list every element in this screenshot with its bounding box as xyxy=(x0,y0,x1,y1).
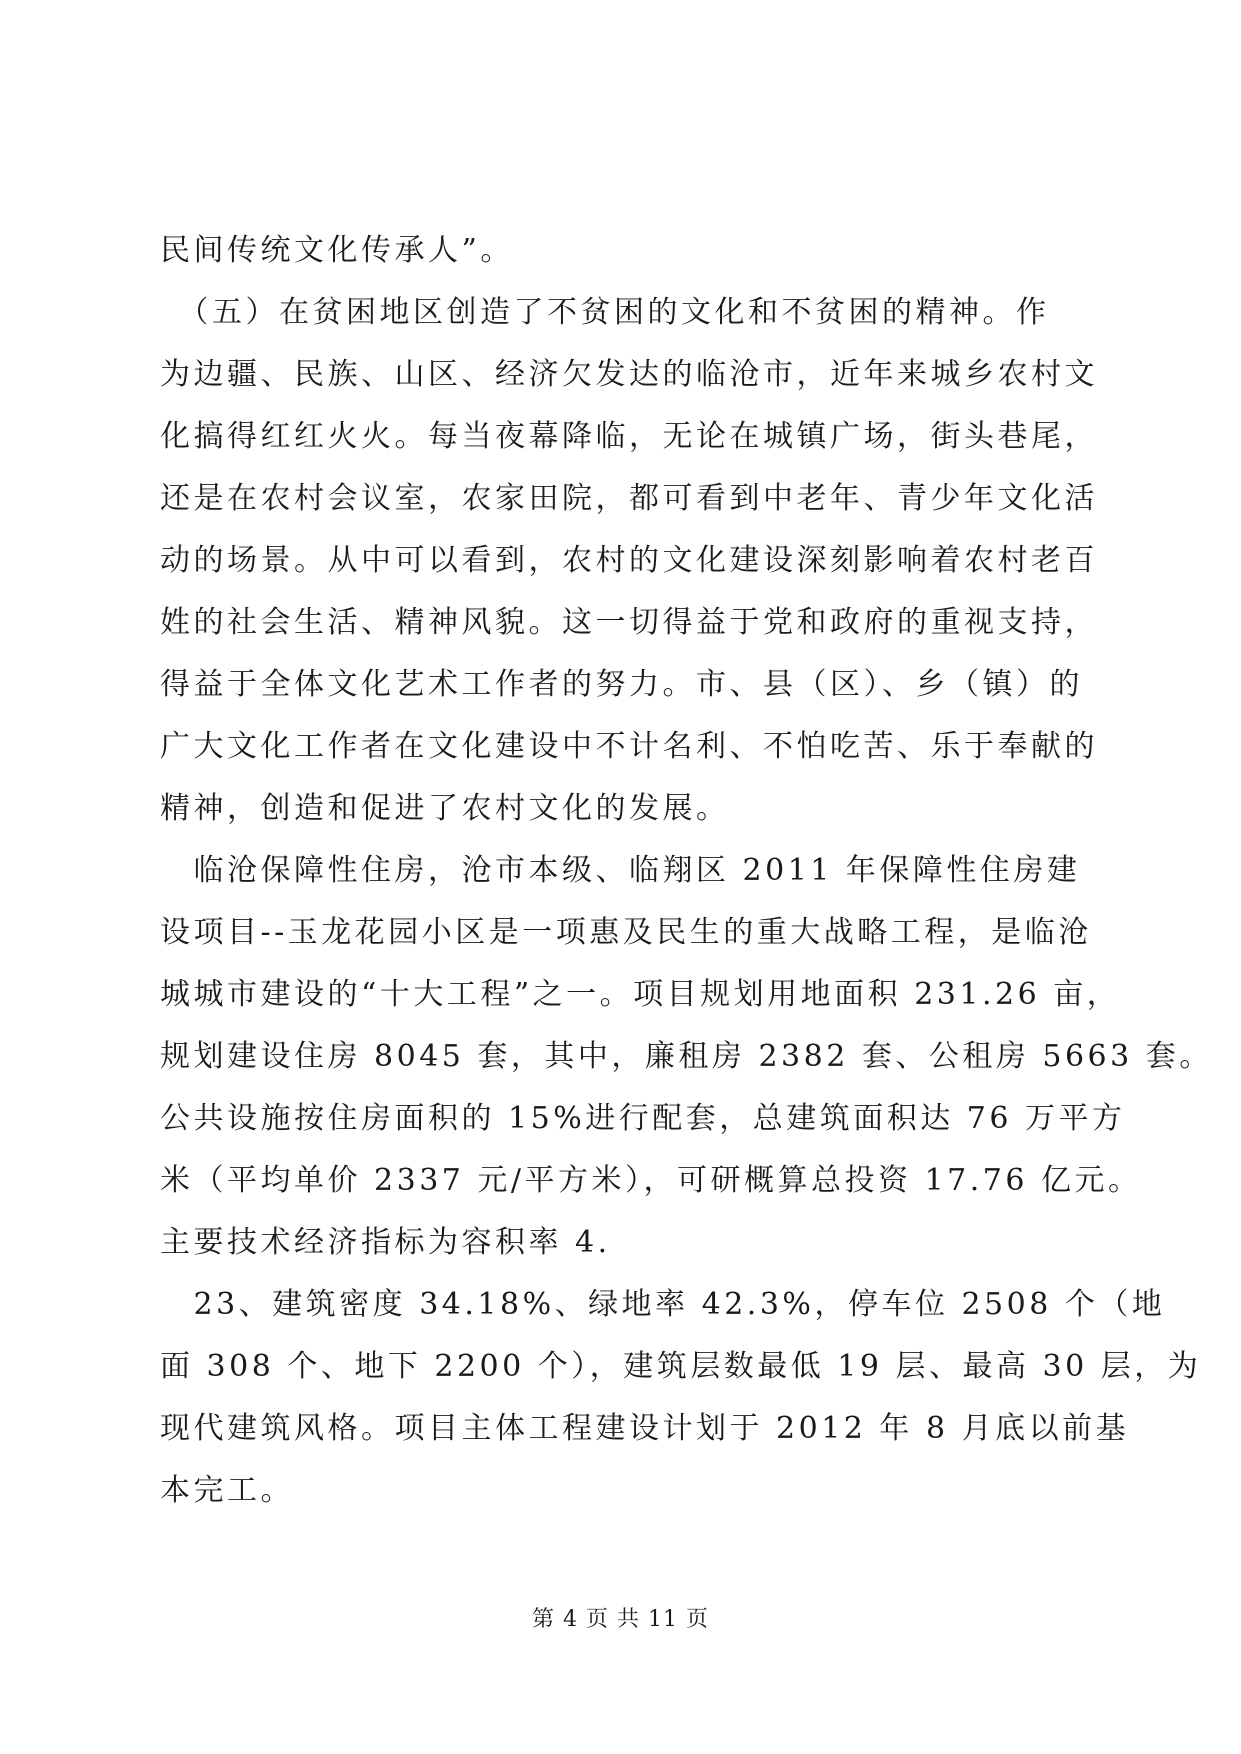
text-line: 广大文化工作者在文化建设中不计名利、不怕吃苦、乐于奉献的 xyxy=(160,729,1098,764)
text-line: 化搞得红红火火。每当夜幕降临，无论在城镇广场，街头巷尾， xyxy=(160,419,1098,454)
text-line: 设项目--玉龙花园小区是一项惠及民生的重大战略工程，是临沧 xyxy=(160,915,1092,950)
text-line: 得益于全体文化艺术工作者的努力。市、县（区）、乡（镇）的 xyxy=(160,667,1083,702)
text-line: 公共设施按住房面积的 15%进行配套，总建筑面积达 76 万平方 xyxy=(160,1101,1126,1136)
text-line: 主要技术经济指标为容积率 4. xyxy=(160,1225,611,1260)
text-line: 规划建设住房 8045 套，其中，廉租房 2382 套、公租房 5663 套。 xyxy=(160,1039,1213,1074)
text-line: 为边疆、民族、山区、经济欠发达的临沧市，近年来城乡农村文 xyxy=(160,357,1098,392)
text-line: 本完工。 xyxy=(160,1473,294,1508)
text-line: 23、建筑密度 34.18%、绿地率 42.3%，停车位 2508 个（地 xyxy=(160,1287,1166,1322)
text-line: 面 308 个、地下 2200 个），建筑层数最低 19 层、最高 30 层，为 xyxy=(160,1349,1202,1384)
text-line: 城城市建设的“十大工程”之一。项目规划用地面积 231.26 亩， xyxy=(160,977,1121,1012)
text-line: 精神，创造和促进了农村文化的发展。 xyxy=(160,791,730,826)
body-text xyxy=(160,220,1213,1522)
text-line: 姓的社会生活、精神风貌。这一切得益于党和政府的重视支持， xyxy=(160,605,1098,640)
text-line: 还是在农村会议室，农家田院，都可看到中老年、青少年文化活 xyxy=(160,481,1098,516)
text-line: 米（平均单价 2337 元/平方米），可研概算总投资 17.76 亿元。 xyxy=(160,1163,1142,1198)
page-number-footer: 第 4 页 共 11 页 xyxy=(532,1607,709,1632)
text-line: 临沧保障性住房，沧市本级、临翔区 2011 年保障性住房建 xyxy=(160,853,1081,888)
text-line: 现代建筑风格。项目主体工程建设计划于 2012 年 8 月底以前基 xyxy=(160,1411,1130,1446)
text-line: 民间传统文化传承人”。 xyxy=(160,233,514,268)
text-line: 动的场景。从中可以看到，农村的文化建设深刻影响着农村老百 xyxy=(160,543,1098,578)
text-line: （五）在贫困地区创造了不贫困的文化和不贫困的精神。作 xyxy=(160,295,1050,330)
